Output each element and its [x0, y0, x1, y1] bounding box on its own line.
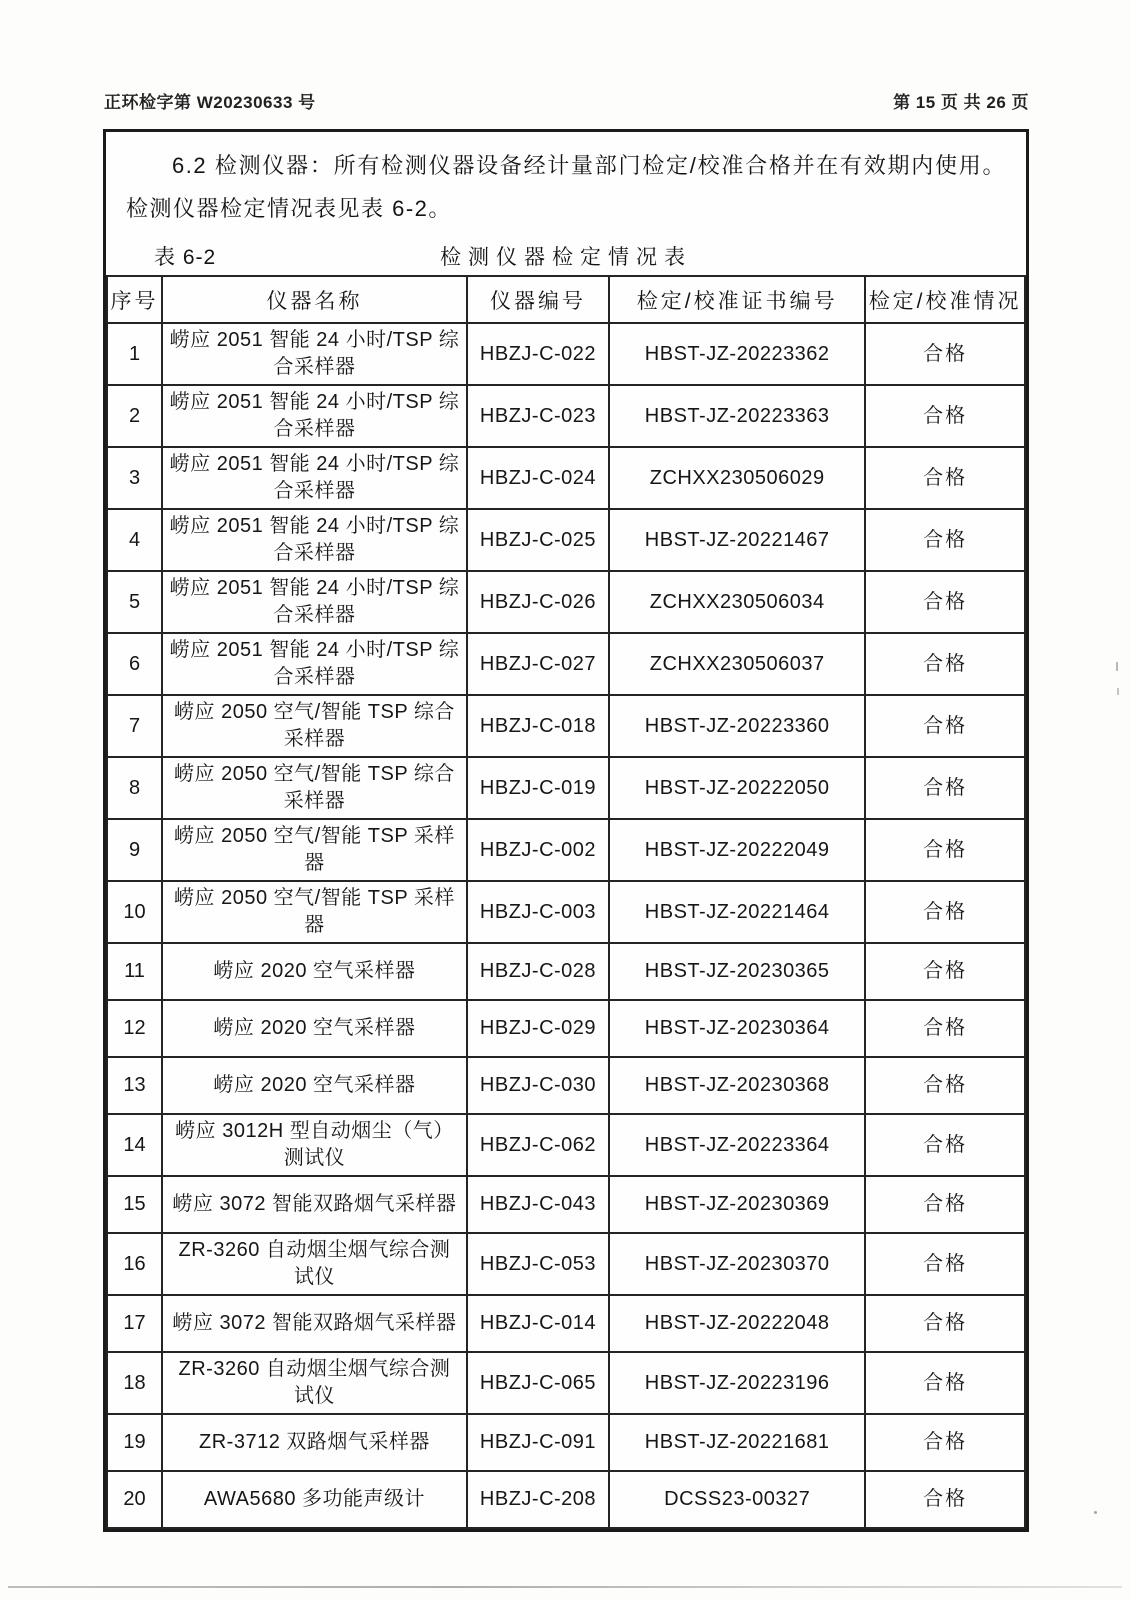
- instrument-name: ZR-3260 自动烟尘烟气综合测试仪: [162, 1352, 467, 1414]
- instrument-id: HBZJ-C-208: [467, 1471, 609, 1528]
- table-caption: [126, 233, 1006, 275]
- result: 合格: [865, 819, 1025, 881]
- instrument-id: HBZJ-C-043: [467, 1176, 609, 1233]
- result: 合格: [865, 1000, 1025, 1057]
- certificate-number: HBST-JZ-20230364: [609, 1000, 865, 1057]
- result: 合格: [865, 447, 1025, 509]
- table-body: [107, 323, 1025, 1528]
- result: 合格: [865, 1233, 1025, 1295]
- result: 合格: [865, 881, 1025, 943]
- instrument-calibration-table: [106, 275, 1026, 1529]
- table-row: [107, 1414, 1025, 1471]
- instrument-id: HBZJ-C-030: [467, 1057, 609, 1114]
- certificate-number: HBST-JZ-20230368: [609, 1057, 865, 1114]
- table-row: [107, 695, 1025, 757]
- instrument-name: 崂应 2020 空气采样器: [162, 1000, 467, 1057]
- result: 合格: [865, 757, 1025, 819]
- certificate-number: ZCHXX230506034: [609, 571, 865, 633]
- header-instrument-name: 仪器名称: [162, 276, 467, 323]
- instrument-id: HBZJ-C-003: [467, 881, 609, 943]
- row-index: 10: [107, 881, 162, 943]
- instrument-name: 崂应 2020 空气采样器: [162, 1057, 467, 1114]
- row-index: 20: [107, 1471, 162, 1528]
- certificate-number: HBST-JZ-20222048: [609, 1295, 865, 1352]
- row-index: 3: [107, 447, 162, 509]
- result: 合格: [865, 1176, 1025, 1233]
- table-row: [107, 1176, 1025, 1233]
- table-row: [107, 509, 1025, 571]
- instrument-name: 崂应 2020 空气采样器: [162, 943, 467, 1000]
- result: 合格: [865, 385, 1025, 447]
- row-index: 8: [107, 757, 162, 819]
- scan-artifact-mark: [1117, 688, 1119, 695]
- certificate-number: ZCHXX230506029: [609, 447, 865, 509]
- page-indicator: 第 15 页 共 26 页: [893, 93, 1029, 112]
- certificate-number: HBST-JZ-20223360: [609, 695, 865, 757]
- certificate-number: HBST-JZ-20230369: [609, 1176, 865, 1233]
- instrument-id: HBZJ-C-091: [467, 1414, 609, 1471]
- instrument-id: HBZJ-C-053: [467, 1233, 609, 1295]
- result: 合格: [865, 633, 1025, 695]
- result: 合格: [865, 1352, 1025, 1414]
- instrument-name: 崂应 3072 智能双路烟气采样器: [162, 1295, 467, 1352]
- result: 合格: [865, 509, 1025, 571]
- instrument-id: HBZJ-C-018: [467, 695, 609, 757]
- result: 合格: [865, 943, 1025, 1000]
- table-title: 检测仪器检定情况表: [440, 246, 692, 269]
- running-header: [104, 88, 1029, 113]
- table-row: [107, 943, 1025, 1000]
- certificate-number: HBST-JZ-20222050: [609, 757, 865, 819]
- row-index: 14: [107, 1114, 162, 1176]
- result: 合格: [865, 1414, 1025, 1471]
- row-index: 4: [107, 509, 162, 571]
- result: 合格: [865, 1114, 1025, 1176]
- certificate-number: HBST-JZ-20230365: [609, 943, 865, 1000]
- instrument-name: 崂应 3072 智能双路烟气采样器: [162, 1176, 467, 1233]
- certificate-number: HBST-JZ-20223196: [609, 1352, 865, 1414]
- table-row: [107, 1057, 1025, 1114]
- certificate-number: HBST-JZ-20223362: [609, 323, 865, 385]
- certificate-number: HBST-JZ-20221681: [609, 1414, 865, 1471]
- result: 合格: [865, 571, 1025, 633]
- certificate-number: HBST-JZ-20223364: [609, 1114, 865, 1176]
- instrument-id: HBZJ-C-024: [467, 447, 609, 509]
- table-row: [107, 447, 1025, 509]
- instrument-name: 崂应 2050 空气/智能 TSP 综合采样器: [162, 695, 467, 757]
- table-row: [107, 323, 1025, 385]
- result: 合格: [865, 323, 1025, 385]
- table-row: [107, 757, 1025, 819]
- header-index: 序号: [107, 276, 162, 323]
- instrument-id: HBZJ-C-025: [467, 509, 609, 571]
- row-index: 11: [107, 943, 162, 1000]
- header-result: 检定/校准情况: [865, 276, 1025, 323]
- certificate-number: HBST-JZ-20223363: [609, 385, 865, 447]
- row-index: 7: [107, 695, 162, 757]
- certificate-number: DCSS23-00327: [609, 1471, 865, 1528]
- section-6-2: [106, 132, 1026, 275]
- instrument-id: HBZJ-C-023: [467, 385, 609, 447]
- table-row: [107, 1352, 1025, 1414]
- table-row: [107, 819, 1025, 881]
- instrument-name: ZR-3260 自动烟尘烟气综合测试仪: [162, 1233, 467, 1295]
- table-row: [107, 1114, 1025, 1176]
- row-index: 19: [107, 1414, 162, 1471]
- instrument-id: HBZJ-C-002: [467, 819, 609, 881]
- scan-artifact-bottom-edge: [8, 1586, 1122, 1588]
- instrument-name: 崂应 2050 空气/智能 TSP 采样器: [162, 819, 467, 881]
- table-row: [107, 1295, 1025, 1352]
- scan-artifact-mark: [1116, 662, 1118, 671]
- instrument-name: 崂应 2051 智能 24 小时/TSP 综合采样器: [162, 633, 467, 695]
- row-index: 17: [107, 1295, 162, 1352]
- instrument-id: HBZJ-C-027: [467, 633, 609, 695]
- row-index: 6: [107, 633, 162, 695]
- table-row: [107, 1471, 1025, 1528]
- table-row: [107, 881, 1025, 943]
- header-certificate-number: 检定/校准证书编号: [609, 276, 865, 323]
- row-index: 9: [107, 819, 162, 881]
- table-row: [107, 1000, 1025, 1057]
- table-header-row: [107, 276, 1025, 323]
- certificate-number: ZCHXX230506037: [609, 633, 865, 695]
- table-row: [107, 571, 1025, 633]
- instrument-name: 崂应 2050 空气/智能 TSP 采样器: [162, 881, 467, 943]
- instrument-id: HBZJ-C-022: [467, 323, 609, 385]
- instrument-id: HBZJ-C-026: [467, 571, 609, 633]
- instrument-id: HBZJ-C-014: [467, 1295, 609, 1352]
- row-index: 1: [107, 323, 162, 385]
- instrument-name: 崂应 2051 智能 24 小时/TSP 综合采样器: [162, 323, 467, 385]
- row-index: 15: [107, 1176, 162, 1233]
- table-row: [107, 1233, 1025, 1295]
- result: 合格: [865, 1057, 1025, 1114]
- row-index: 2: [107, 385, 162, 447]
- table-label: 表 6-2: [154, 246, 217, 269]
- instrument-name: 崂应 2050 空气/智能 TSP 综合采样器: [162, 757, 467, 819]
- scan-artifact-mark: [1094, 1511, 1097, 1514]
- table-row: [107, 633, 1025, 695]
- row-index: 16: [107, 1233, 162, 1295]
- instrument-name: 崂应 2051 智能 24 小时/TSP 综合采样器: [162, 385, 467, 447]
- row-index: 18: [107, 1352, 162, 1414]
- header-instrument-id: 仪器编号: [467, 276, 609, 323]
- instrument-name: AWA5680 多功能声级计: [162, 1471, 467, 1528]
- certificate-number: HBST-JZ-20230370: [609, 1233, 865, 1295]
- certificate-number: HBST-JZ-20222049: [609, 819, 865, 881]
- instrument-id: HBZJ-C-062: [467, 1114, 609, 1176]
- instrument-name: 崂应 2051 智能 24 小时/TSP 综合采样器: [162, 571, 467, 633]
- instrument-name: 崂应 2051 智能 24 小时/TSP 综合采样器: [162, 509, 467, 571]
- instrument-id: HBZJ-C-028: [467, 943, 609, 1000]
- result: 合格: [865, 1471, 1025, 1528]
- row-index: 5: [107, 571, 162, 633]
- certificate-number: HBST-JZ-20221464: [609, 881, 865, 943]
- result: 合格: [865, 695, 1025, 757]
- instrument-name: ZR-3712 双路烟气采样器: [162, 1414, 467, 1471]
- section-paragraph: 6.2 检测仪器：所有检测仪器设备经计量部门检定/校准合格并在有效期内使用。检测仪器检定情况表见表 6-2。: [126, 153, 1006, 221]
- table-row: [107, 385, 1025, 447]
- instrument-id: HBZJ-C-029: [467, 1000, 609, 1057]
- instrument-name: 崂应 2051 智能 24 小时/TSP 综合采样器: [162, 447, 467, 509]
- result: 合格: [865, 1295, 1025, 1352]
- instrument-id: HBZJ-C-065: [467, 1352, 609, 1414]
- certificate-number: HBST-JZ-20221467: [609, 509, 865, 571]
- row-index: 12: [107, 1000, 162, 1057]
- instrument-name: 崂应 3012H 型自动烟尘（气）测试仪: [162, 1114, 467, 1176]
- row-index: 13: [107, 1057, 162, 1114]
- content-box: [103, 129, 1029, 1532]
- instrument-id: HBZJ-C-019: [467, 757, 609, 819]
- document-number: 正环检字第 W20230633 号: [104, 93, 316, 112]
